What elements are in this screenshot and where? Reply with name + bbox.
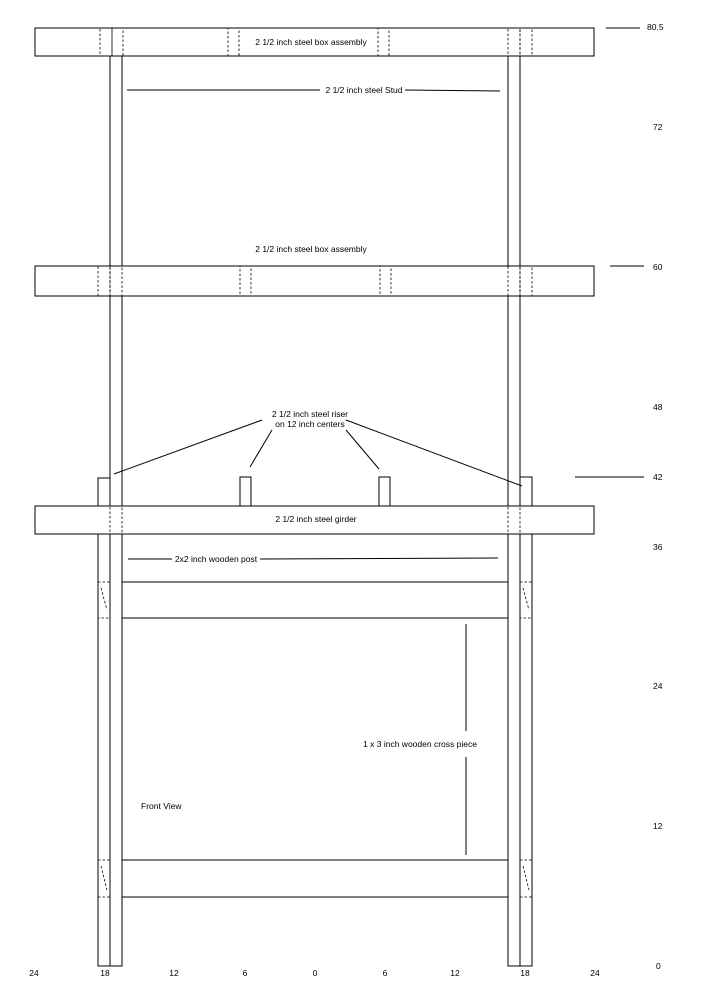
stud-callout [127, 85, 500, 95]
height-mark-80-5: 80.5 [647, 22, 664, 32]
steel-risers [98, 477, 532, 506]
width-scale [29, 968, 600, 978]
lower-cross-piece [98, 860, 532, 897]
riser-label-line2: on 12 inch centers [275, 419, 345, 429]
width-mark-6-left: 6 [242, 968, 248, 978]
riser-label-line1: 2 1/2 inch steel riser [271, 409, 349, 419]
height-mark-24: 24 [653, 681, 663, 691]
width-mark-18-right: 18 [520, 968, 530, 978]
middle-box-label: 2 1/2 inch steel box assembly [255, 244, 367, 254]
height-mark-12: 12 [653, 821, 663, 831]
width-mark-12-right: 12 [450, 968, 460, 978]
height-mark-36: 36 [653, 542, 663, 552]
wooden-posts [98, 534, 532, 966]
girder-label: 2 1/2 inch steel girder [275, 514, 357, 524]
top-box-label: 2 1/2 inch steel box assembly [255, 37, 367, 47]
height-scale [575, 22, 664, 971]
post-callout [128, 554, 498, 564]
stud-label: 2 1/2 inch steel Stud [325, 85, 403, 95]
width-mark-24-right: 24 [590, 968, 600, 978]
width-mark-12-left: 12 [169, 968, 179, 978]
width-mark-24-left: 24 [29, 968, 39, 978]
cross-piece-callout [363, 624, 477, 855]
upper-cross-piece [98, 582, 532, 618]
steel-girder [35, 506, 594, 534]
middle-box-assembly [35, 244, 594, 296]
width-mark-6-right: 6 [382, 968, 388, 978]
riser-callout [114, 409, 522, 486]
post-label: 2x2 inch wooden post [174, 554, 258, 564]
view-label: Front View [141, 801, 182, 811]
height-mark-60: 60 [653, 262, 663, 272]
height-mark-42: 42 [653, 472, 663, 482]
cross-piece-label: 1 x 3 inch wooden cross piece [363, 739, 477, 749]
width-mark-0: 0 [312, 968, 318, 978]
top-box-assembly [35, 28, 594, 56]
height-mark-0: 0 [656, 961, 661, 971]
height-mark-72: 72 [653, 122, 663, 132]
height-mark-48: 48 [653, 402, 663, 412]
width-mark-18-left: 18 [100, 968, 110, 978]
